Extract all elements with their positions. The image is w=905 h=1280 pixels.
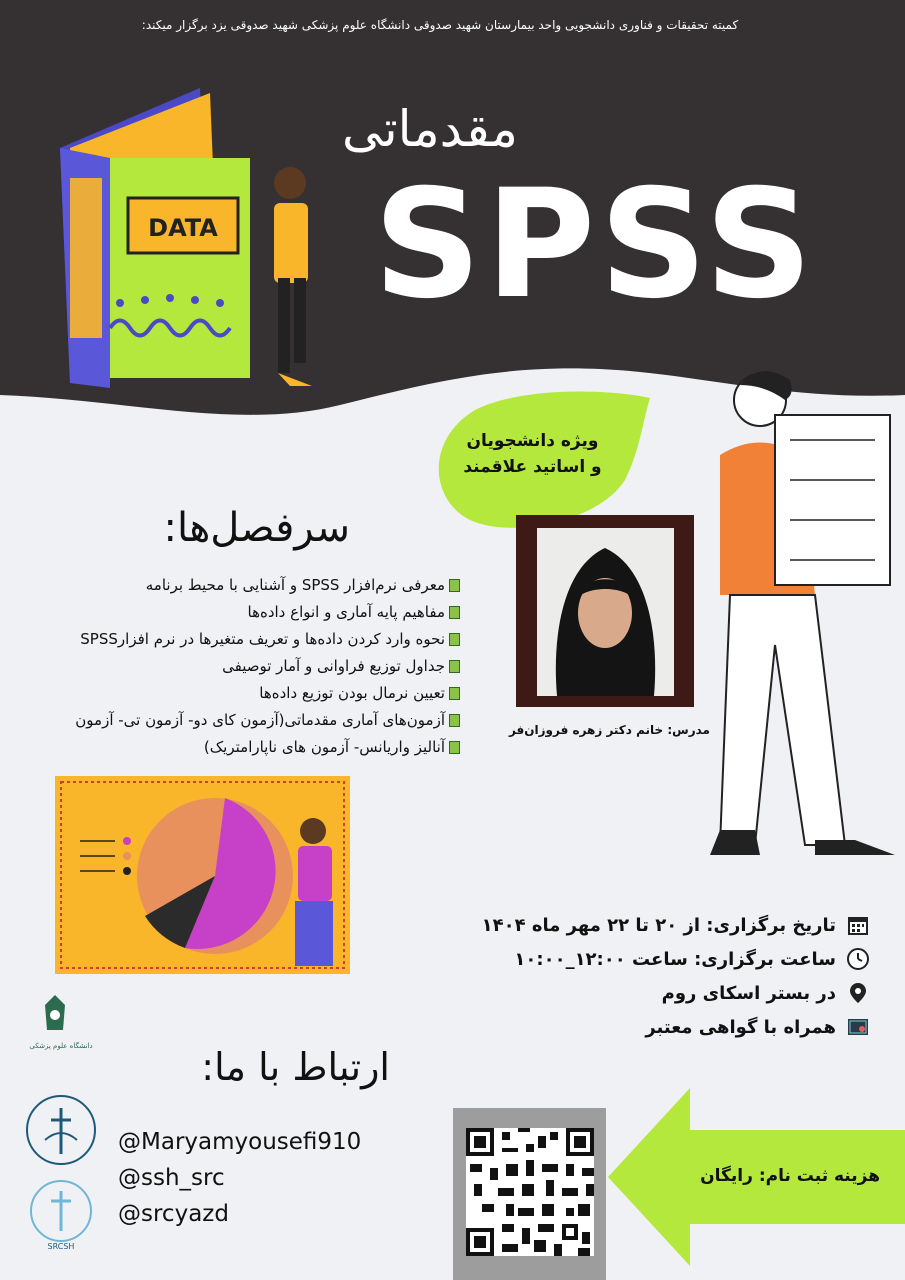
bullet-icon	[449, 660, 460, 673]
location-pin-icon	[846, 981, 870, 1005]
certificate-text: همراه با گواهی معتبر	[645, 1016, 836, 1038]
bullet-icon	[449, 606, 460, 619]
bullet-icon	[449, 579, 460, 592]
university-logo	[15, 990, 107, 1065]
pie-board-illustration	[55, 776, 355, 976]
contact-handles	[118, 1124, 378, 1232]
book-data-label: DATA	[148, 214, 218, 242]
bullet-icon	[449, 714, 460, 727]
registration-fee: هزینه ثبت نام: رایگان	[700, 1166, 880, 1186]
time-row	[460, 942, 870, 976]
contact-heading: ارتباط با ما:	[201, 1045, 390, 1089]
organizer-line: کمیته تحقیقات و فناوری دانشجویی واحد بیمارستان شهید صدوقی دانشگاه علوم پزشکی شهید صدوقی یزد برگزار میکند:	[141, 18, 739, 32]
topic-item: تعیین نرمال بودن توزیع داده‌ها	[20, 680, 460, 707]
date-row	[460, 908, 870, 942]
calendar-icon	[846, 913, 870, 937]
certificate-row	[460, 1010, 870, 1044]
topic-item: معرفی نرم‌افزار SPSS و آشنایی با محیط برنامه	[20, 572, 460, 599]
topic-item: جداول توزیع فراوانی و آمار توصیفی	[20, 653, 460, 680]
topics-list	[20, 572, 460, 761]
contact-handle[interactable]: @ssh_src	[118, 1165, 225, 1191]
event-details	[460, 908, 870, 1044]
topics-heading: سرفصل‌ها:	[163, 505, 350, 551]
srcsh-caption: SRCSH	[47, 1242, 75, 1251]
clock-icon	[846, 947, 870, 971]
topic-item: آزمون‌های آماری مقدماتی(آزمون کای دو- آزمون تی- آزمون	[20, 707, 460, 734]
hospital-logo	[15, 1090, 107, 1170]
title-spss: SPSS	[373, 158, 817, 332]
topic-item: مفاهیم پایه آماری و انواع داده‌ها	[20, 599, 460, 626]
location-text: در بستر اسکای روم	[661, 982, 836, 1004]
audience-line-2: و اساتید علاقمند	[463, 457, 602, 477]
bullet-icon	[449, 741, 460, 754]
topic-item: نحوه وارد کردن داده‌ها و تعریف متغیرها در نرم افزارSPSS	[20, 626, 460, 653]
audience-text	[440, 428, 625, 480]
bullet-icon	[449, 633, 460, 646]
srcsh-logo	[15, 1173, 107, 1253]
contact-handle[interactable]: @Maryamyousefi910	[118, 1129, 362, 1155]
time-text: ساعت برگزاری: ساعت ۱۲:۰۰_۱۰:۰۰	[514, 948, 836, 970]
instructor-name: مدرس: خانم دکتر زهره فروزان‌فر	[508, 723, 710, 737]
data-book-illustration	[50, 88, 330, 393]
audience-line-1: ویژه دانشجویان	[466, 431, 599, 451]
bullet-icon	[449, 687, 460, 700]
location-row	[460, 976, 870, 1010]
instructor-photo	[537, 528, 674, 696]
registration-qr-code[interactable]	[466, 1128, 594, 1256]
man-with-papers-illustration	[700, 360, 905, 870]
svg-text:دانشگاه علوم پزشکی: دانشگاه علوم پزشکی	[29, 1042, 93, 1050]
title-persian: مقدماتی	[342, 100, 518, 158]
contact-handle[interactable]: @srcyazd	[118, 1201, 229, 1227]
topic-item: آنالیز واریانس- آزمون های ناپارامتریک)	[20, 734, 460, 761]
date-text: تاریخ برگزاری: از ۲۰ تا ۲۲ مهر ماه ۱۴۰۴	[481, 914, 836, 936]
certificate-icon	[846, 1015, 870, 1039]
